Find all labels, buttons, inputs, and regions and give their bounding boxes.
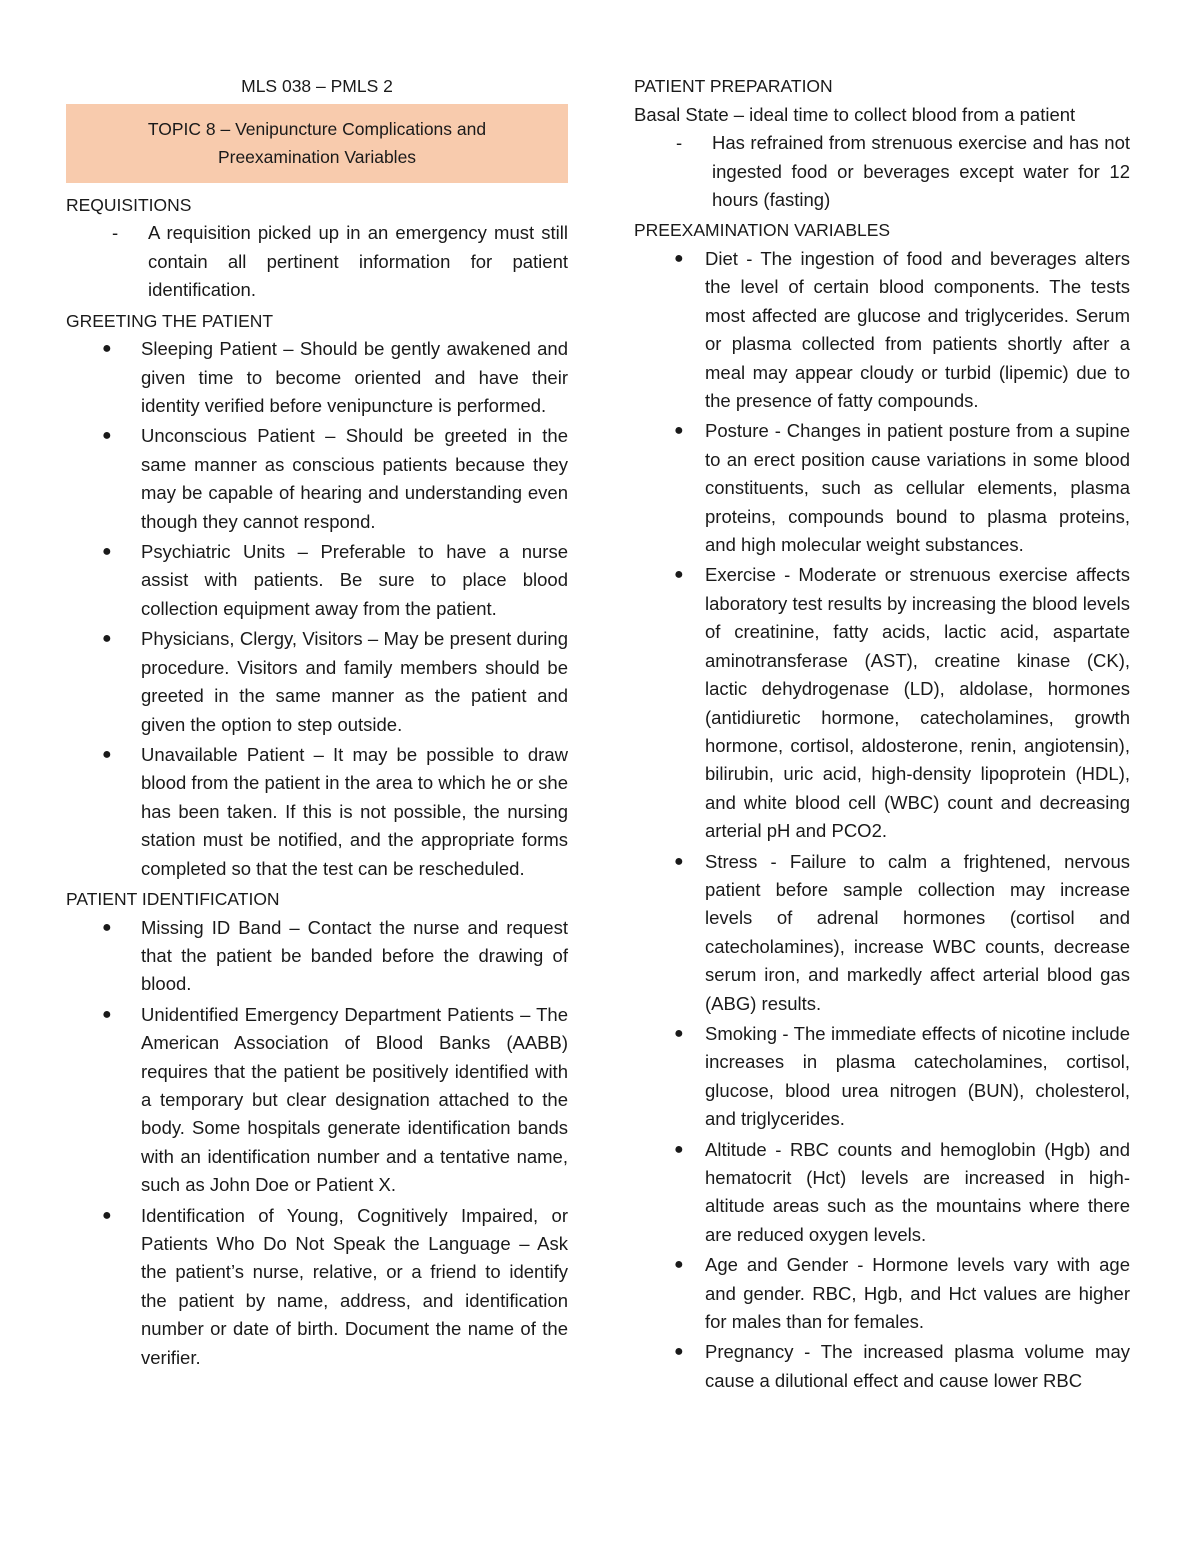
- list-item: [634, 245, 1130, 415]
- dash-marker: -: [112, 222, 119, 244]
- topic-title-line-2: Preexamination Variables: [217, 147, 417, 168]
- basal-state-text: Basal State – ideal time to collect blood from a patient: [634, 103, 1076, 125]
- greeting-list: [66, 335, 568, 883]
- list-item: [66, 422, 568, 536]
- list-item-text: Pregnancy - The increased plasma volume may cause a dilutional effect and cause lower RBC: [705, 1341, 1130, 1391]
- list-item-text: Altitude - RBC counts and hemoglobin (Hgb) and hematocrit (Hct) levels are increased in high-altitude areas such as the mountains where there are reduced oxygen levels.: [705, 1138, 1130, 1245]
- list-item: [634, 1136, 1130, 1250]
- bullet-marker: ●: [674, 422, 684, 440]
- bullet-marker: ●: [674, 1256, 684, 1274]
- bullet-marker: ●: [102, 745, 112, 763]
- list-item-text: Has refrained from strenuous exercise and has not ingested food or beverages except water for 12 hours (fasting): [712, 132, 1130, 210]
- list-item: [634, 417, 1130, 559]
- list-item: [66, 335, 568, 420]
- right-column: [634, 72, 1130, 1397]
- list-item-text: Smoking - The immediate effects of nicotine include increases in plasma catecholamines, cortisol, glucose, blood urea nitrogen (BUN), cholesterol, and triglycerides.: [705, 1022, 1130, 1130]
- list-item: [634, 129, 1130, 214]
- topic-title-line-1: TOPIC 8 – Venipuncture Complications and: [147, 119, 487, 139]
- list-item: [66, 625, 568, 739]
- list-item-text: Unconscious Patient – Should be greeted in the same manner as conscious patients because they may be capable of hearing and understanding even though they cannot respond.: [141, 425, 568, 532]
- bullet-marker: ●: [674, 566, 684, 584]
- bullet-marker: ●: [102, 630, 112, 648]
- bullet-marker: ●: [102, 918, 112, 936]
- bullet-marker: ●: [674, 1343, 684, 1361]
- list-item-text: Sleeping Patient – Should be gently awakened and given time to become oriented and have their identity verified before venipuncture is performed.: [141, 338, 568, 417]
- preparation-heading: PATIENT PREPARATION: [634, 76, 833, 96]
- list-item-text: Identification of Young, Cognitively Impaired, or Patients Who Do Not Speak the Language – Ask the patient’s nurse, relative, or a friend to identify the patient by name, address, and identification number or date of birth. Document the name of the verifier.: [141, 1204, 568, 1368]
- list-item-text: Posture - Changes in patient posture from a supine to an erect position cause variations in some blood constituents, such as cellular elements, plasma proteins, compounds bound to plasma proteins, and high molecular weight substances.: [705, 420, 1130, 556]
- bullet-marker: ●: [674, 250, 684, 267]
- list-item-text: Exercise - Moderate or strenuous exercise affects laboratory test results by increasing the blood levels of creatinine, fatty acids, lactic acid, aspartate aminotransferase (AST), creatine kinase (CK), lactic dehydrogenase (LD), aldolase, hormones (antidiuretic hormone, catecholamines, growth hormone, cortisol, aldosterone, renin, angiotensin), bilirubin, uric acid, high-density lipoprotein (HDL), and white blood cell (WBC) count and decreasing arterial pH and PCO2.: [705, 564, 1130, 842]
- left-column: [66, 72, 568, 1374]
- list-item-text: Physicians, Clergy, Visitors – May be present during procedure. Visitors and family members should be greeted in the same manner as the patient and given the option to step outside.: [141, 628, 568, 735]
- preparation-list: [634, 129, 1130, 214]
- bullet-marker: ●: [102, 1206, 112, 1224]
- identification-heading: PATIENT IDENTIFICATION: [66, 888, 280, 909]
- list-item-text: Unidentified Emergency Department Patients – The American Association of Blood Banks (AABB) requires that the patient be positively identified with a temporary but clear designation attached to the body. Some hospitals generate identification bands with an identification number and a tentative name, such as John Doe or Patient X.: [141, 1003, 568, 1196]
- list-item-text: Psychiatric Units – Preferable to have a nurse assist with patients. Be sure to place blood collection equipment away from the patient.: [141, 541, 568, 619]
- list-item: [66, 219, 568, 304]
- list-item: [634, 1338, 1130, 1395]
- dash-marker: -: [676, 132, 683, 154]
- variables-list: [634, 245, 1130, 1395]
- list-item: [66, 1001, 568, 1200]
- list-item-text: Missing ID Band – Contact the nurse and request that the patient be banded before the drawing of blood.: [141, 916, 568, 995]
- bullet-marker: ●: [102, 1005, 112, 1023]
- greeting-heading: GREETING THE PATIENT: [66, 310, 274, 331]
- variables-heading: PREEXAMINATION VARIABLES: [634, 220, 891, 241]
- course-title: MLS 038 – PMLS 2: [241, 76, 393, 96]
- bullet-marker: ●: [674, 1024, 684, 1042]
- requisitions-heading: REQUISITIONS: [66, 194, 192, 215]
- list-item-text: Unavailable Patient – It may be possible to draw blood from the patient in the area to which he or she has been taken. If this is not possible, the nursing station must be notified, and the appropriate forms completed so that the test can be rescheduled.: [141, 743, 568, 879]
- bullet-marker: ●: [674, 1140, 684, 1158]
- bullet-marker: ●: [102, 543, 112, 561]
- list-item: [634, 1020, 1130, 1134]
- identification-list: [66, 914, 568, 1373]
- bullet-marker: ●: [102, 427, 112, 445]
- bullet-marker: ●: [102, 340, 112, 358]
- list-item: [634, 848, 1130, 1018]
- list-item-text: Stress - Failure to calm a frightened, nervous patient before sample collection may increase levels of adrenal hormones (cortisol and catecholamines), increase WBC counts, decrease serum iron, and markedly affect arterial blood gas (ABG) results.: [705, 850, 1130, 1014]
- list-item: [634, 561, 1130, 845]
- topic-banner: [66, 104, 568, 183]
- list-item: [66, 1202, 568, 1372]
- list-item-text: Age and Gender - Hormone levels vary with age and gender. RBC, Hgb, and Hct values are higher for males than for females.: [705, 1254, 1130, 1333]
- list-item: [66, 741, 568, 883]
- list-item: [66, 914, 568, 999]
- list-item-text: A requisition picked up in an emergency must still contain all pertinent information for patient identification.: [148, 222, 568, 301]
- requisitions-list: [66, 219, 568, 304]
- list-item: [66, 538, 568, 623]
- list-item-text: Diet - The ingestion of food and beverages alters the level of certain blood components. The tests most affected are glucose and triglycerides. Serum or plasma collected from patients shortly after a meal may appear cloudy or turbid (lipemic) due to the presence of fatty compounds.: [705, 248, 1130, 412]
- list-item: [634, 1251, 1130, 1336]
- bullet-marker: ●: [674, 852, 684, 870]
